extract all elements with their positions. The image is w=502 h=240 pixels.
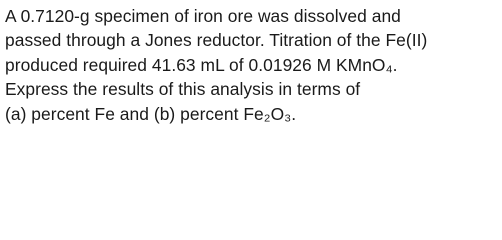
problem-line-1: A 0.7120-g specimen of iron ore was dissolved and xyxy=(5,6,401,26)
problem-line-5: (a) percent Fe and (b) percent Fe₂O₃. xyxy=(5,103,297,124)
problem-statement xyxy=(5,4,499,126)
problem-line-2: passed through a Jones reductor. Titration of the Fe(II) xyxy=(5,30,428,51)
problem-line-3: produced required 41.63 mL of 0.01926 M KMnO₄. xyxy=(5,54,398,75)
problem-line-4: Express the results of this analysis in terms of xyxy=(5,79,361,100)
